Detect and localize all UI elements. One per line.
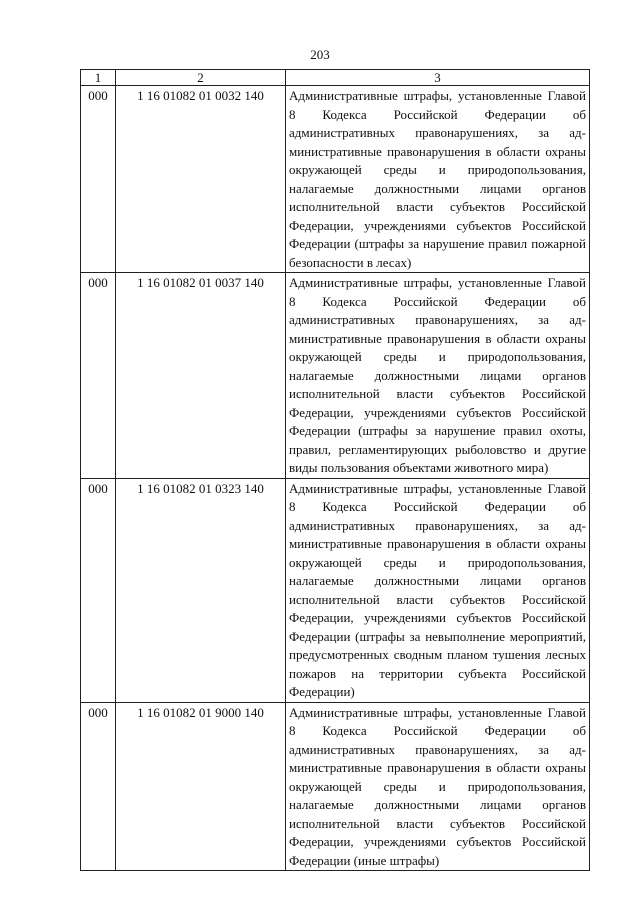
classification-code-cell: 1 16 01082 01 0037 140 [116, 273, 286, 479]
table-row [81, 478, 590, 702]
administrator-code-cell: 000 [81, 478, 116, 702]
table-row [81, 273, 590, 479]
column-header-1: 1 [81, 70, 116, 86]
column-header-2: 2 [116, 70, 286, 86]
table-row [81, 702, 590, 871]
page-number: 203 [310, 47, 330, 62]
classification-code-cell: 1 16 01082 01 0032 140 [116, 86, 286, 273]
administrator-code-cell: 000 [81, 273, 116, 479]
description-cell: Административные штрафы, установленные Главой 8 Кодекса Российской Федерации об административных правонарушениях, за административные правонарушения в области охраны окружающей среды и природопользования, налагаемые должностными лицами органов исполнительной власти субъектов Российской Федерации, учреждениями субъектов Российской Федерации (иные штрафы) [286, 702, 590, 871]
classification-code-cell: 1 16 01082 01 0323 140 [116, 478, 286, 702]
description-cell: Административные штрафы, установленные Главой 8 Кодекса Российской Федерации об административных правонарушениях, за административные правонарушения в области охраны окружающей среды и природопользования, налагаемые должностными лицами органов исполнительной власти субъектов Российской Федерации, учреждениями субъектов Российской Федерации (штрафы за нарушение правил охоты, правил, регламентирующих рыболовство и другие виды пользования объектами животного мира) [286, 273, 590, 479]
header-row [81, 70, 590, 86]
budget-classification-table [80, 69, 590, 871]
administrator-code-cell: 000 [81, 86, 116, 273]
table-header [81, 70, 590, 86]
column-header-3: 3 [286, 70, 590, 86]
table-row [81, 86, 590, 273]
description-cell: Административные штрафы, установленные Главой 8 Кодекса Российской Федерации об административных правонарушениях, за административные правонарушения в области охраны окружающей среды и природопользования, налагаемые должностными лицами органов исполнительной власти субъектов Российской Федерации, учреждениями субъектов Российской Федерации (штрафы за нарушение правил пожарной безопасности в лесах) [286, 86, 590, 273]
table-body [81, 86, 590, 871]
description-cell: Административные штрафы, установленные Главой 8 Кодекса Российской Федерации об административных правонарушениях, за административные правонарушения в области охраны окружающей среды и природопользования, налагаемые должностными лицами органов исполнительной власти субъектов Российской Федерации, учреждениями субъектов Российской Федерации (штрафы за невыполнение мероприятий, предусмотренных сводным планом тушения лесных пожаров на территории субъекта Российской Федерации) [286, 478, 590, 702]
classification-code-cell: 1 16 01082 01 9000 140 [116, 702, 286, 871]
administrator-code-cell: 000 [81, 702, 116, 871]
